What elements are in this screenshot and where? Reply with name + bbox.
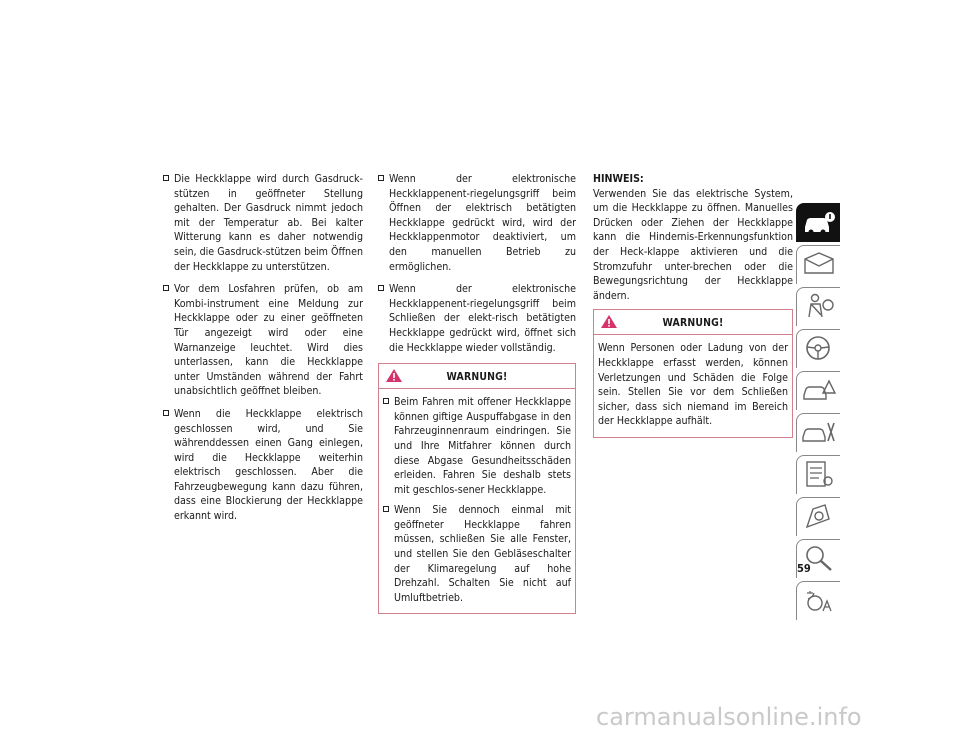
car-service-tools-icon: [801, 417, 837, 447]
language-icon: [801, 585, 837, 615]
tab-specifications[interactable]: [796, 455, 840, 494]
warning-header: [379, 364, 575, 389]
list-item: Wenn der elektronische Heckklappenent-riegelungsgriff beim Schließen der elekt-risch betätigten Heckklappe gedrückt wird, öffnet sich die Heckklappe wieder vollständig.: [378, 282, 576, 355]
warning-body: [594, 335, 792, 437]
tab-language[interactable]: [796, 581, 840, 620]
checkbox-bullet-icon: [383, 506, 389, 512]
checkbox-bullet-icon: [383, 398, 389, 404]
column-3: [593, 172, 793, 438]
warning-title: WARNUNG!: [446, 371, 508, 384]
list-item: Wenn die Heckklappe elektrisch geschlossen wird, und Sie währenddessen einen Gang einlegen, wird die Heckklappe weiterhin elektrisch geschlossen. Aber die Fahrzeugbewegung kann dazu führen, dass eine Blockierung der Heckklappe erkannt wird.: [163, 407, 363, 524]
chapter-tabs: [796, 203, 840, 623]
page-number: 59: [797, 562, 811, 575]
list-item: Wenn Sie dennoch einmal mit geöffneter Heckklappe fahren müssen, schließen Sie alle Fenster, und stellen Sie den Gebläseschalter der Klimaregelung auf hohe Drehzahl. Schalten Sie nicht auf Umluftbetrieb.: [383, 503, 571, 605]
seatbelt-airbag-icon: [801, 291, 837, 321]
tab-dashboard-messages[interactable]: [796, 245, 840, 284]
warning-title: WARNUNG!: [662, 317, 724, 330]
list-item: Beim Fahren mit offener Heckklappe können giftige Auspuffabgase in den Fahrzeuginnenraum eindringen. Sie und Ihre Mitfahrer können durch diese Abgase Gesundheitsschäden erleiden. Fahren Sie deshalb stets mit geschlos-sener Heckklappe.: [383, 395, 571, 497]
dashboard-messages-icon: [801, 249, 837, 279]
column-2: [378, 172, 576, 614]
car-info-icon: [801, 207, 837, 237]
list-item: Wenn der elektronische Heckklappenent-riegelungsgriff beim Öffnen der elektrisch betätigten Heckklappe gedrückt wird, wird der Heckklappenmotor deaktiviert, um den manuellen Betrieb zu ermöglichen.: [378, 172, 576, 274]
checkbox-bullet-icon: [163, 285, 169, 291]
column-1: [163, 172, 363, 532]
tab-car-info[interactable]: [796, 203, 840, 242]
tab-multimedia[interactable]: [796, 497, 840, 536]
tab-driving[interactable]: [796, 329, 840, 368]
warning-box: [593, 309, 793, 438]
tab-safety[interactable]: [796, 287, 840, 326]
warning-body: [379, 389, 575, 613]
note-text: Verwenden Sie das elektrische System, um die Heckklappe zu öffnen. Manuelles Drücken oder Ziehen der Heckklappe kann die Hindernis-Erkennungsfunktion der Heck-klappe aktivieren und die Stromzufuhr unter-brechen oder die Bewegungsrichtung der Heckklappe ändern.: [593, 187, 793, 302]
multimedia-icon: [801, 501, 837, 531]
checkbox-bullet-icon: [378, 175, 384, 181]
checkbox-bullet-icon: [163, 175, 169, 181]
checklist-icon: [801, 459, 837, 489]
checkbox-bullet-icon: [378, 285, 384, 291]
list-item: Vor dem Losfahren prüfen, ob am Kombi-instrument eine Meldung zur Heckklappe oder zu einer geöffneten Tür angezeigt wird oder eine Warnanzeige leuchtet. Wird dies unterlassen, kann die Heckklappe unter Umständen während der Fahrt unabsichtlich geöffnet bleiben.: [163, 282, 363, 399]
tab-emergency[interactable]: [796, 371, 840, 410]
tab-service[interactable]: [796, 413, 840, 452]
watermark: carmanualsonline.info: [596, 703, 862, 731]
warning-text: Wenn Personen oder Ladung von der Heckklappe erfasst werden, können Verletzungen und Schäden die Folge sein. Stellen Sie vor dem Schließen sicher, dass sich niemand im Bereich der Heckklappe aufhält.: [598, 342, 788, 428]
steering-wheel-icon: [801, 333, 837, 363]
checkbox-bullet-icon: [163, 410, 169, 416]
note-title: HINWEIS:: [593, 173, 644, 185]
warning-box: [378, 363, 576, 614]
warning-header: [594, 310, 792, 335]
list-item: Die Heckklappe wird durch Gasdruck-stützen in geöffneter Stellung gehalten. Der Gasdruck nimmt jedoch mit der Temperatur ab. Bei kalter Witterung kann es daher notwendig sein, die Gasdruck-stützen beim Öffnen der Heckklappe zu unterstützen.: [163, 172, 363, 274]
car-warning-icon: [801, 375, 837, 405]
